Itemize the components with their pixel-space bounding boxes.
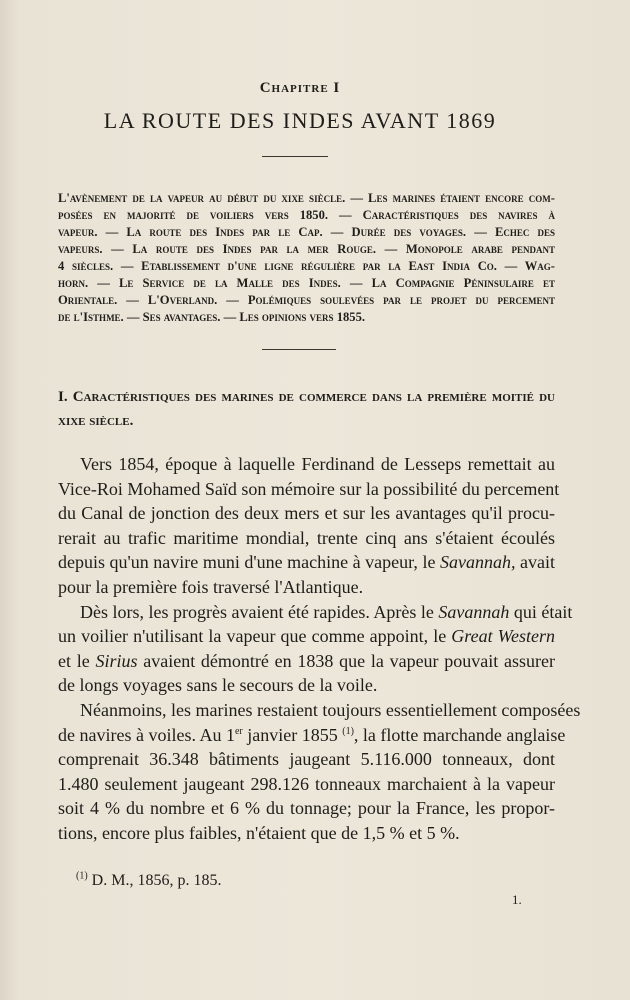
- chapter-label: Chapitre I: [259, 80, 341, 96]
- text-line: [58, 526, 555, 551]
- superscript: er: [234, 725, 243, 737]
- text-segment: pour la première fois traversé l'Atlantique.: [58, 576, 364, 597]
- text-segment: tions, encore plus faibles, n'étaient que de 1,5 % et 5 %.: [58, 822, 460, 843]
- text-line: [58, 772, 555, 797]
- text-line: [58, 673, 555, 698]
- text-segment: 1.480 seulement jaugeant 298.126 tonneaux marchaient à la vapeur: [58, 773, 555, 794]
- text-segment: comprenait 36.348 bâtiments jaugeant 5.116.000 tonneaux, dont: [58, 749, 555, 770]
- text-line: [58, 575, 555, 600]
- italic-text: Sirius: [95, 650, 138, 671]
- text-segment: un voilier n'utilisant la vapeur que comme appoint, le: [58, 626, 452, 647]
- paragraph: [58, 600, 573, 698]
- text-line: [58, 649, 555, 674]
- divider: [262, 349, 336, 350]
- text-segment: , la flotte marchande anglaise: [353, 724, 566, 745]
- text-segment: Vice-Roi Mohamed Saïd son mémoire sur la possibilité du percement: [58, 478, 560, 499]
- text-line: horn. — Le Service de la Malle des Indes. — La Compagnie Péninsulaire et: [58, 276, 555, 290]
- text-line: posées en majorité de voiliers vers 1850. — Caractéristiques des navires à: [58, 208, 555, 222]
- paragraph: [58, 698, 581, 846]
- footnote: [76, 872, 221, 890]
- italic-text: Great Western: [451, 626, 555, 647]
- text-line: [58, 723, 566, 748]
- text-segment: soit 4 % du nombre et 6 % du tonnage; pour la France, les propor-: [58, 798, 555, 819]
- text-line: [58, 452, 555, 477]
- text-segment: du Canal de jonction des deux mers et sur les avantages qu'il procu-: [58, 503, 555, 524]
- text-line: [58, 698, 581, 723]
- text-segment: Néanmoins, les marines restaient toujours essentiellement composées: [80, 699, 581, 720]
- text-segment: avait: [515, 552, 556, 573]
- text-segment: de longs voyages sans le secours de la voile.: [58, 675, 378, 696]
- paragraph: [58, 452, 560, 600]
- text-line: L'avènement de la vapeur au début du xixe siècle. — Les marines étaient encore com-: [58, 191, 555, 205]
- chapter-summary: [58, 190, 555, 326]
- italic-text: Savannah: [438, 601, 510, 622]
- text-line: [58, 477, 560, 502]
- text-line: de l'Isthme. — Ses avantages. — Les opinions vers 1855.: [58, 310, 366, 324]
- chapter-title: LA ROUTE DES INDES AVANT 1869: [103, 108, 497, 133]
- text-segment: depuis qu'un navire muni d'une machine à vapeur, le: [58, 552, 440, 573]
- text-segment: rerait au trafic maritime mondial, trente cinq ans s'étaient écoulés: [58, 527, 555, 548]
- footnote-text: D. M., 1856, p. 185.: [87, 872, 222, 889]
- text-line: Orientale. — L'Overland. — Polémiques soulevées par le projet du percement: [58, 293, 555, 307]
- text-line: vapeur. — La route des Indes par le Cap. — Durée des voyages. — Echec des: [58, 225, 555, 239]
- divider: [262, 156, 328, 157]
- text-line: [58, 821, 555, 846]
- text-line: [58, 624, 555, 649]
- text-line: 4 siècles. — Etablissement d'une ligne régulière par la East India Co. — Wag-: [58, 259, 555, 273]
- text-segment: Dès lors, les progrès avaient été rapides. Après le: [80, 601, 439, 622]
- text-line: vapeurs. — La route des Indes par la mer Rouge. — Monopole arabe pendant: [58, 242, 555, 256]
- folio: 1.: [512, 892, 522, 907]
- text-line: [58, 550, 555, 575]
- body-text: [58, 452, 581, 846]
- text-segment: janvier 1855: [242, 724, 343, 745]
- text-line: [58, 600, 573, 625]
- text-line: [58, 796, 555, 821]
- text-segment: avaient démontré en 1838 que la vapeur pouvait assurer: [137, 650, 555, 671]
- superscript: (1): [342, 725, 354, 737]
- text-segment: de navires à voiles. Au 1: [58, 724, 235, 745]
- text-line: [58, 501, 555, 526]
- text-segment: qui était: [509, 601, 573, 622]
- section-heading: [58, 385, 555, 433]
- text-line: I. Caractéristiques des marines de commerce dans la première moitié du: [58, 389, 555, 405]
- italic-text: Savannah,: [439, 552, 516, 573]
- text-line: xixe siècle.: [58, 413, 134, 429]
- footnote-mark: (1): [76, 870, 88, 882]
- text-segment: Vers 1854, époque à laquelle Ferdinand de Lesseps remettait au: [80, 454, 555, 474]
- text-line: [58, 747, 555, 772]
- text-segment: et le: [58, 650, 96, 671]
